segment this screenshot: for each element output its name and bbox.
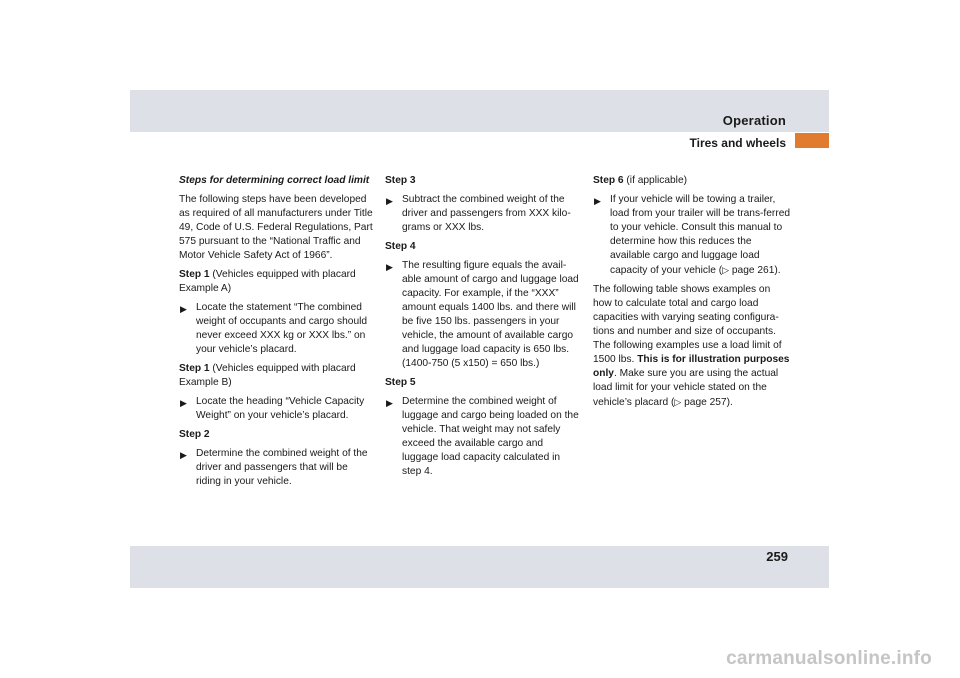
step-6-label: Step 6 (if applicable)	[593, 175, 687, 186]
column-2	[385, 174, 581, 484]
step-5-label: Step 5	[385, 377, 416, 388]
page-reference-icon: ▷	[674, 397, 682, 407]
page-reference-link[interactable]: page 257).	[681, 397, 733, 408]
list-item: ▶ Locate the statement “The combined weight of occupants and cargo should never exceed XXX kg or XXX lbs.” on your vehicle’s placard.	[180, 302, 368, 355]
step-1b-label: Step 1 (Vehicles equipped with placard Example B)	[179, 363, 356, 388]
page-number: 259	[766, 549, 788, 564]
bullet-arrow-icon: ▶	[180, 304, 187, 314]
bullet-arrow-icon: ▶	[386, 196, 393, 206]
list-item: ▶ If your vehicle will be towing a trailer, load from your trailer will be trans-ferred to your vehicle. Consult this manual to determine how this reduces the available cargo and luggage load capacity of your vehicle (▷ page 261).	[594, 194, 791, 276]
table-intro-paragraph: The following table shows examples on how to calculate total and cargo load capacities with varying seating configura-tions and number and size of occupants. The following examples use a load limit of 1500 lbs. This is for illustration purposes only. Make sure you are using the actual load limit for your vehicle stated on the vehicle’s placard (▷ page 257).	[593, 284, 790, 408]
section-accent-tab	[795, 133, 829, 148]
watermark-logo: carmanualsonline.info	[726, 648, 932, 669]
column-3	[593, 174, 791, 415]
footer-band	[130, 546, 829, 588]
step-3-label: Step 3	[385, 175, 416, 186]
list-item: ▶ Locate the heading “Vehicle Capacity Weight” on your vehicle’s placard.	[180, 396, 365, 421]
bullet-arrow-icon: ▶	[180, 398, 187, 408]
list-item: ▶ Subtract the combined weight of the driver and passengers from XXX kilo-grams or XXX lbs.	[386, 194, 571, 233]
step-1a-label: Step 1 (Vehicles equipped with placard Example A)	[179, 269, 356, 294]
list-item: ▶ Determine the combined weight of the driver and passengers that will be riding in your vehicle.	[180, 448, 368, 487]
page-reference-icon: ▷	[722, 265, 730, 275]
subsection-title: Tires and wheels	[689, 136, 786, 150]
list-item: ▶ The resulting figure equals the avail-able amount of cargo and luggage load capacity. For example, if the “XXX” amount equals 1400 lbs. and there will be five 150 lbs. passengers in your vehicle, the amount of available cargo and luggage load capacity is 650 lbs. (1400-750 (5 x150) = 650 lbs.)	[386, 260, 579, 369]
load-limit-heading: Steps for determining correct load limit	[179, 175, 370, 186]
intro-paragraph: The following steps have been developed as required of all manufacturers under Title 49, Code of U.S. Federal Regulations, Part 575 pursuant to the “National Traffic and Motor Vehicle Safety Act of 1966”.	[179, 194, 373, 261]
page-reference-link[interactable]: page 261).	[729, 265, 781, 276]
step-4-label: Step 4	[385, 241, 416, 252]
bullet-arrow-icon: ▶	[386, 262, 393, 272]
bullet-arrow-icon: ▶	[594, 196, 601, 206]
bullet-arrow-icon: ▶	[386, 398, 393, 408]
step-2-label: Step 2	[179, 429, 210, 440]
list-item: ▶ Determine the combined weight of luggage and cargo being loaded on the vehicle. That weight may not safely exceed the available cargo and luggage load capacity calculated in step 4.	[386, 396, 579, 477]
section-header	[723, 113, 786, 129]
section-title: Operation	[722, 113, 786, 128]
bullet-arrow-icon: ▶	[180, 450, 187, 460]
column-1	[179, 174, 375, 494]
